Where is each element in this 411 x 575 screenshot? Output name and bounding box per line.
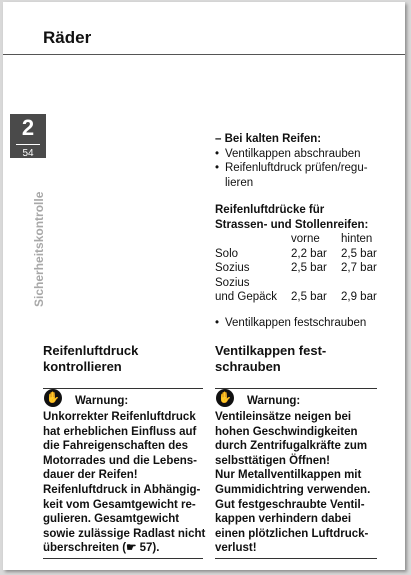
- page-number: 54: [22, 148, 34, 159]
- pressure-table-title: Reifenluftdrücke für Strassen- und Stollenreifen:: [215, 204, 369, 231]
- section-divider: [215, 388, 377, 389]
- hand-stop-icon: ✋: [216, 389, 234, 407]
- table-row: Sozius: [215, 276, 250, 289]
- title-divider: [3, 54, 405, 55]
- warning-end-divider: [43, 558, 203, 559]
- chapter-divider: [16, 144, 40, 145]
- list-item: • Ventilkappen festschrauben: [215, 317, 367, 329]
- table-row: und Gepäck 2,5 bar 2,9 bar: [215, 291, 377, 304]
- pressure-table: [215, 232, 377, 305]
- table-row: Sozius 2,5 bar 2,7 bar: [215, 262, 377, 275]
- cold-intro: – Bei kalten Reifen:: [215, 133, 322, 145]
- table-row: Solo 2,2 bar 2,5 bar: [215, 247, 377, 260]
- warning-label: Warnung:: [247, 395, 301, 407]
- section-heading-tire-pressure: Reifenluftdruck kontrollieren: [43, 343, 139, 374]
- list-item-continued: lieren: [225, 176, 254, 189]
- page-title: Räder: [43, 28, 92, 47]
- sidebar-section-label: Sicherheitskontrolle: [32, 191, 46, 307]
- manual-page: [3, 2, 405, 570]
- warning-label: Warnung:: [75, 395, 129, 407]
- chapter-number: 2: [21, 115, 35, 140]
- cold-tire-steps: [215, 132, 368, 190]
- list-item: • Ventilkappen abschrauben: [215, 147, 361, 160]
- hand-stop-icon: ✋: [44, 389, 62, 407]
- warning-text-tire-pressure: Unkorrekter Reifenluftdruck hat erheblichen Einfluss auf die Fahreigenschaften des Motorrades und die Lebens- dauer der Reifen! Reifenluftdruck in Abhängig- keit vom Gesamtgewicht re- gulieren. Gesamtgewicht sowie zulässige Radlast nicht überschreiten (☛ 57).: [43, 411, 206, 555]
- table-header-row: vorne hinten: [291, 233, 373, 245]
- warning-end-divider: [215, 558, 377, 559]
- final-step: [215, 316, 366, 331]
- list-item: • Reifenluftdruck prüfen/regu-: [215, 162, 368, 175]
- section-divider: [43, 388, 203, 389]
- warning-text-valve-caps: Ventileinsätze neigen bei hohen Geschwindigkeiten durch Zentrifugalkräfte zum selbsttätigen Öffnen! Nur Metallventilkappen mit Gummidichtring verwenden. Gut festgeschraubte Ventil- kappen verhindern dabei einen plötzlichen Luftdruck- verlust!: [215, 411, 371, 555]
- section-heading-valve-caps: Ventilkappen fest- schrauben: [215, 343, 327, 374]
